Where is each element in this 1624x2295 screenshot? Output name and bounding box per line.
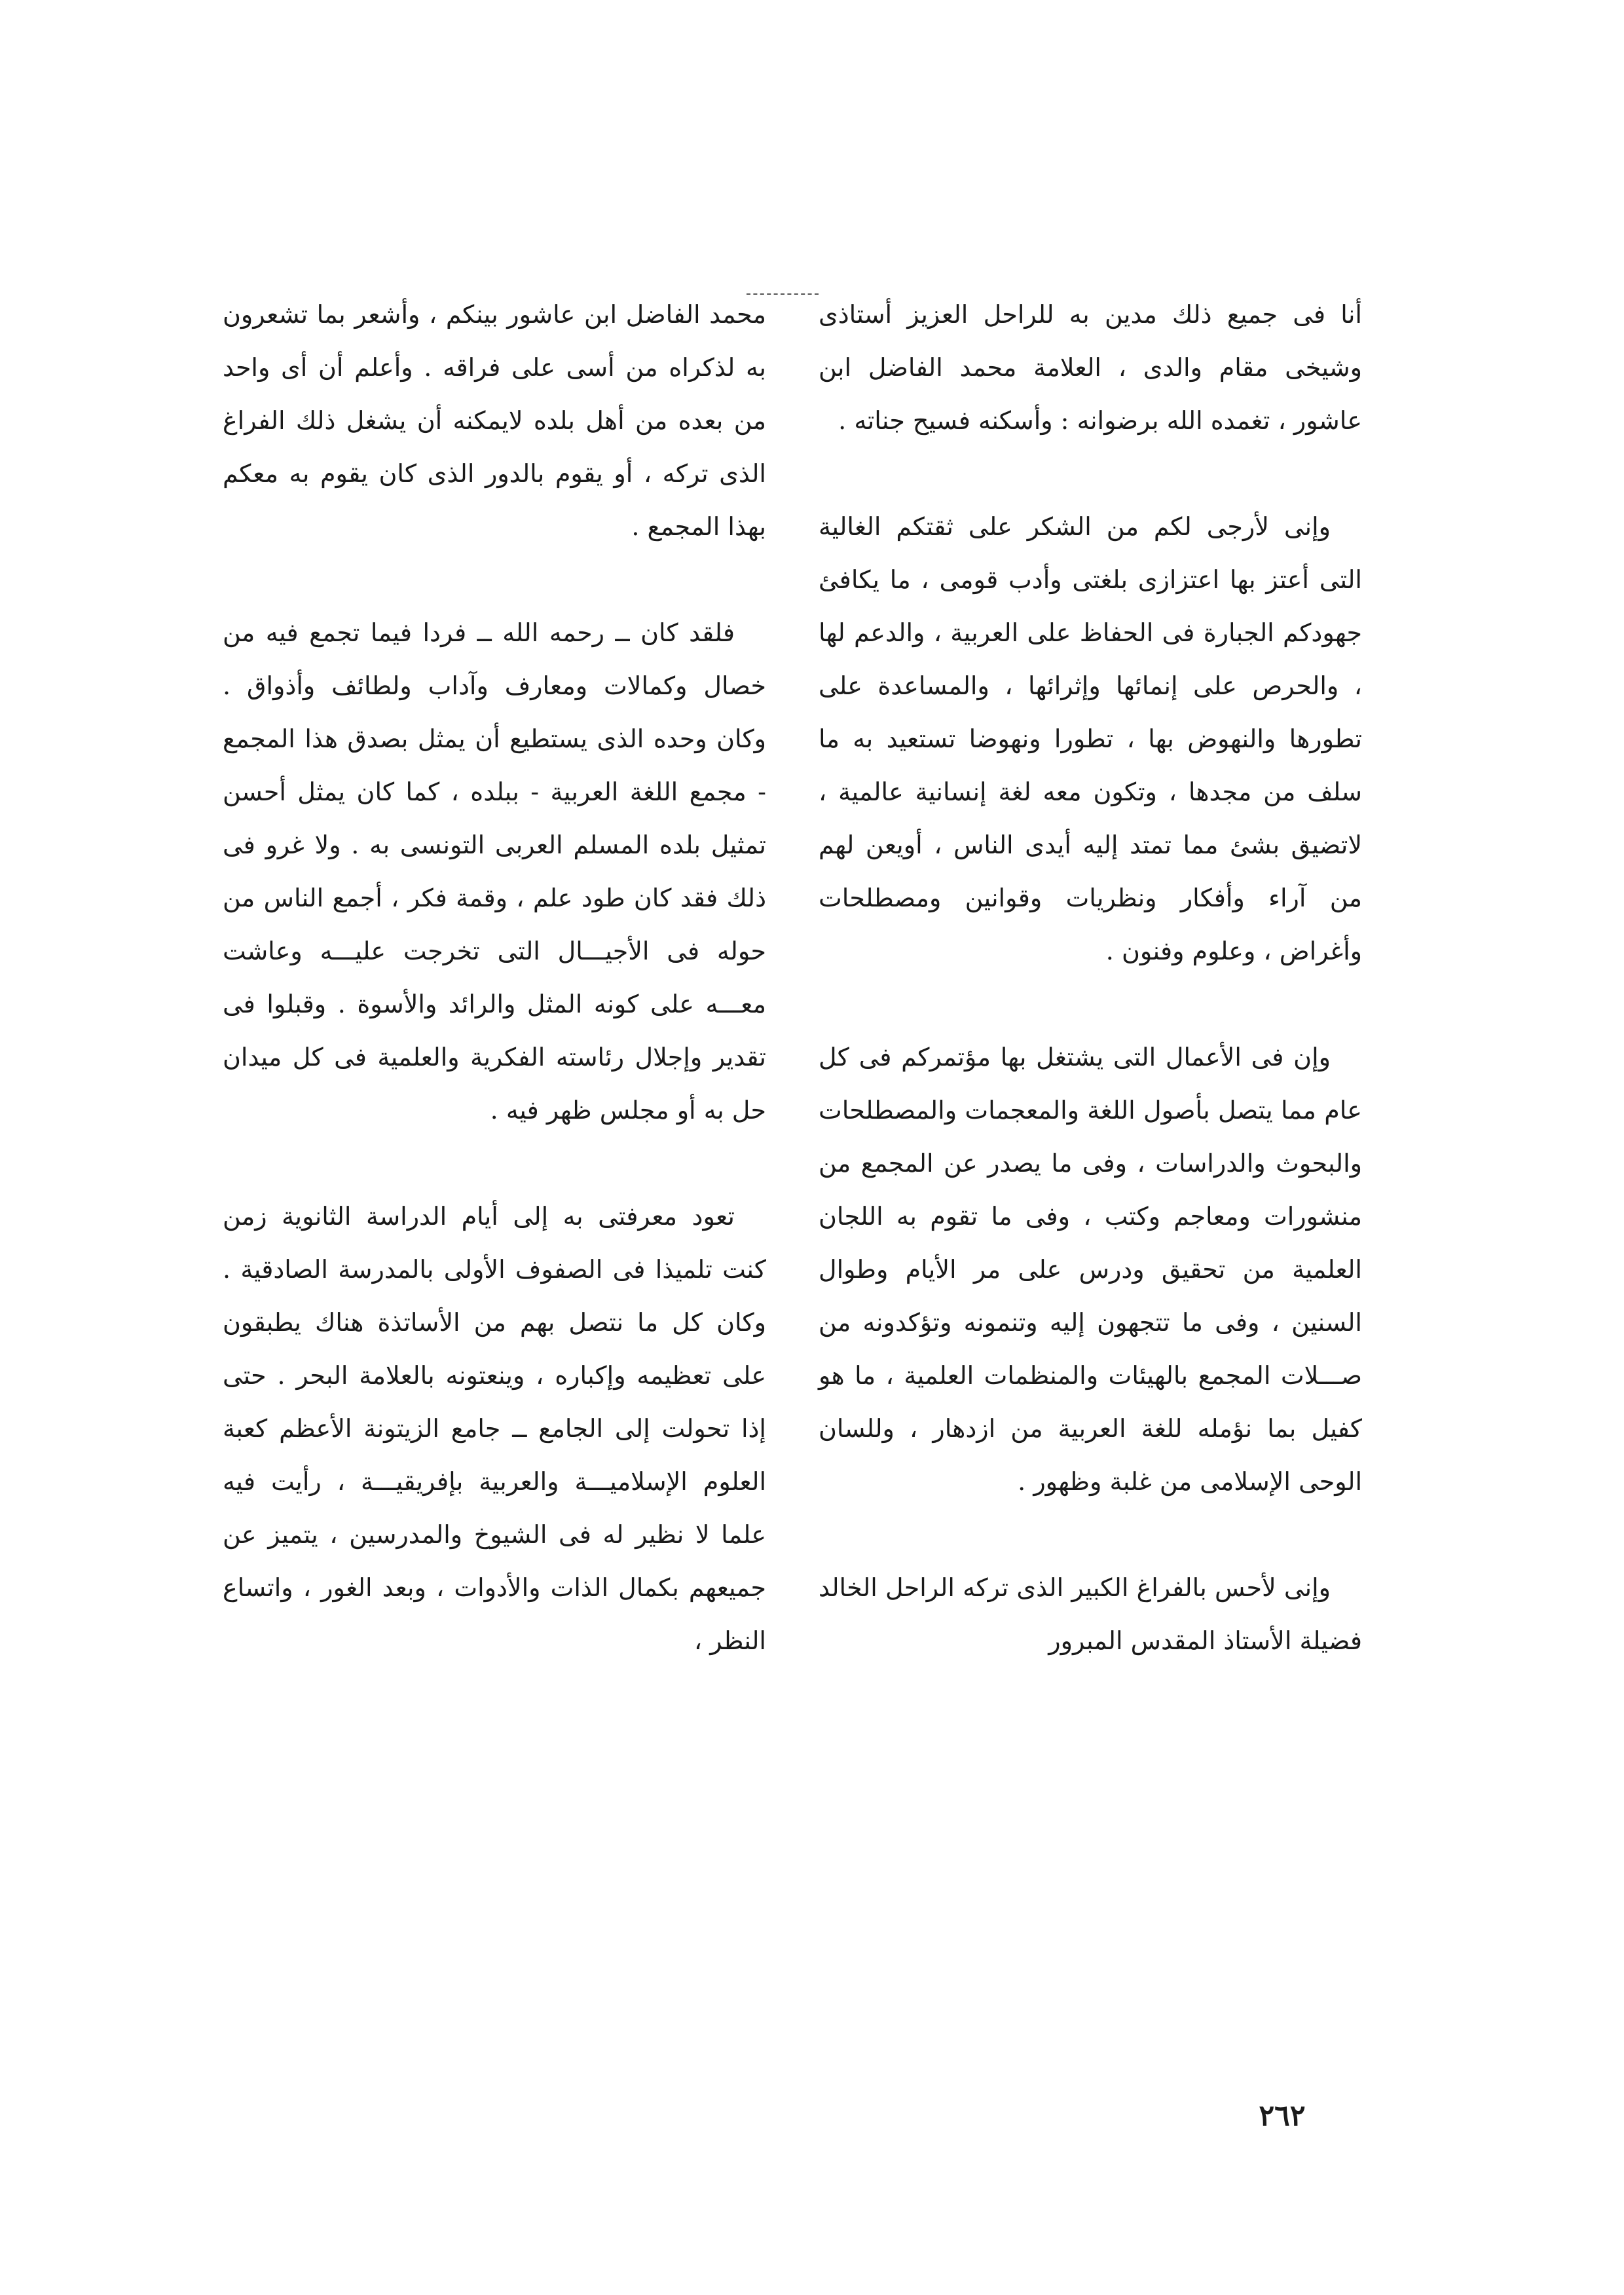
paragraph: وإن فى الأعمال التى يشتغل بها مؤتمركم فى كل عام مما يتصل بأصول اللغة والمعجمات والمصطلحات والبحوث والدراسات ، وفى ما يصدر عن المجمع من منشورات ومعاجم وكتب ، وفى ما تقوم به اللجان العلمية من تحقيق ودرس على مر الأيام وطوال السنين ، وفى ما تتجهون إليه وتنمونه وتؤكدونه من صـــلات المجمع بالهيئات والمنظمات العلمية ، ما هو كفيل بما نؤمله للغة العربية من ازدهار ، وللسان الوحى الإسلامى من غلبة وظهور . bbox=[819, 1043, 1362, 1496]
page-number: ٢٦٢ bbox=[1259, 2099, 1306, 2133]
paragraph: وإنى لأحس بالفراغ الكبير الذى تركه الراحل الخالد فضيلة الأستاذ المقدس المبرور bbox=[819, 1573, 1362, 1655]
paragraph-gap bbox=[223, 1137, 766, 1190]
paragraph: تعود معرفتى به إلى أيام الدراسة الثانوية زمن كنت تلميذا فى الصفوف الأولى بالمدرسة الصادقية . وكان كل ما نتصل بهم من الأساتذة هناك يطبقون على تعظيمه وإكباره ، وينعتونه بالعلامة البحر . حتى إذا تحولت إلى الجامع ــ جامع الزيتونة الأعظم كعبة العلوم الإسلاميـــة والعربية بإفريقيـــة ، رأيت فيه علما لا نظير له فى الشيوخ والمدرسين ، يتميز عن جميعهم بكمال الذات والأدوات ، وبعد الغور ، واتساع النظر ، bbox=[223, 1202, 766, 1655]
paragraph-gap bbox=[819, 447, 1362, 500]
paragraph: أنا فى جميع ذلك مدين به للراحل العزيز أستاذى وشيخى مقام والدى ، العلامة محمد الفاضل ابن عاشور ، تغمده الله برضوانه : وأسكنه فسيح جناته . bbox=[819, 300, 1362, 435]
paragraph-gap bbox=[819, 1508, 1362, 1561]
left-column bbox=[223, 288, 766, 1668]
right-column bbox=[819, 288, 1362, 1668]
paragraph-gap bbox=[223, 553, 766, 606]
paragraph: محمد الفاضل ابن عاشور بينكم ، وأشعر بما تشعرون به لذكراه من أسى على فراقه . وأعلم أن أى واحد من بعده من أهل بلده لايمكنه أن يشغل ذلك الفراغ الذى تركه ، أو يقوم بالدور الذى كان يقوم به معكم بهذا المجمع . bbox=[223, 300, 766, 541]
paragraph: وإنى لأرجى لكم من الشكر على ثقتكم الغالية التى أعتز بها اعتزازى بلغتى وأدب قومى ، ما يكافئ جهودكم الجبارة فى الحفاظ على العربية ، والدعم لها ، والحرص على إنمائها وإثرائها ، والمساعدة على تطورها والنهوض بها ، تطورا ونهوضا تستعيد به ما سلف من مجدها ، وتكون معه لغة إنسانية عالمية ، لاتضيق بشئ مما تمتد إليه أيدى الناس ، أويعن لهم من آراء وأفكار ونظريات وقوانين ومصطلحات وأغراض ، وعلوم وفنون . bbox=[819, 512, 1362, 965]
paragraph-gap bbox=[819, 978, 1362, 1031]
paragraph: فلقد كان ــ رحمه الله ــ فردا فيما تجمع فيه من خصال وكمالات ومعارف وآداب ولطائف وأذواق . وكان وحده الذى يستطيع أن يمثل بصدق هذا المجمع - مجمع اللغة العربية - ببلده ، كما كان يمثل أحسن تمثيل بلده المسلم العربى التونسى به . ولا غرو فى ذلك فقد كان طود علم ، وقمة فكر ، أجمع الناس من حوله فى الأجيـــال التى تخرجت عليـــه وعاشت معـــه على كونه المثل والرائد والأسوة . وقبلوا فى تقدير وإجلال رئاسته الفكرية والعلمية فى كل ميدان حل به أو مجلس ظهر فيه . bbox=[223, 618, 766, 1125]
